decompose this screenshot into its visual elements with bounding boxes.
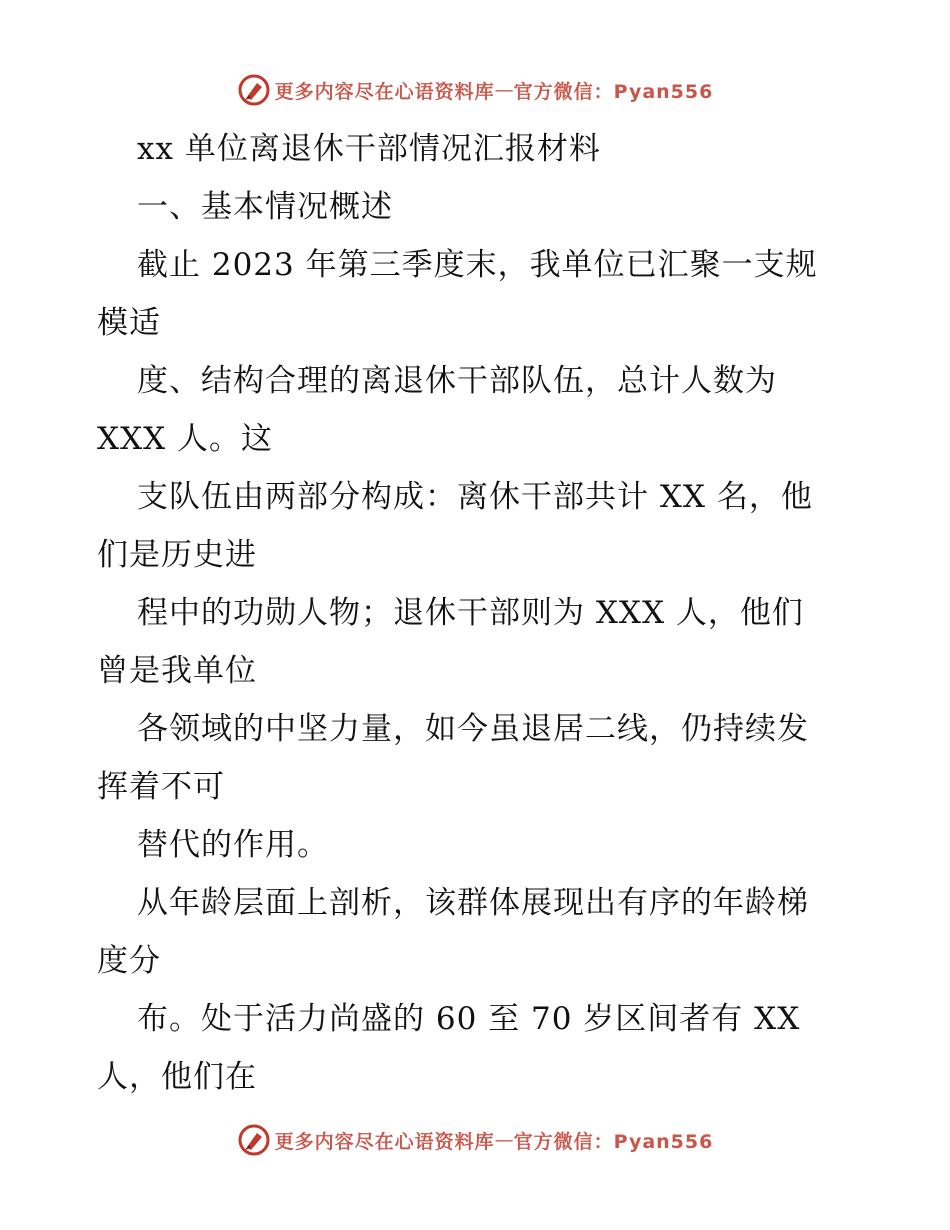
watermark-separator: — — [494, 79, 514, 101]
document-body — [97, 120, 857, 1106]
paragraph-line: 曾是我单位 — [97, 653, 257, 689]
paragraph-line: 人，他们在 — [97, 1059, 257, 1095]
paragraph-line: 度分 — [97, 943, 161, 979]
watermark-text: 更多内容尽在心语资料库 — [274, 1130, 495, 1153]
watermark-suffix: 官方微信：Pyan556 — [513, 80, 714, 103]
header-watermark — [0, 70, 950, 110]
paragraph-line: 们是历史进 — [97, 537, 257, 573]
paragraph-line: 各领域的中坚力量，如今虽退居二线，仍持续发 — [137, 711, 809, 747]
pen-nib-circle-icon — [237, 1123, 271, 1157]
pen-nib-circle-icon — [237, 73, 271, 107]
paragraph-line: 度、结构合理的离退休干部队伍，总计人数为 — [137, 363, 777, 399]
paragraph-line: 挥着不可 — [97, 769, 225, 805]
paragraph-line: 模适 — [97, 305, 161, 341]
watermark-text: 更多内容尽在心语资料库 — [274, 80, 495, 103]
watermark-separator: — — [494, 1129, 514, 1151]
paragraph-line: 从年龄层面上剖析，该群体展现出有序的年龄梯 — [137, 885, 809, 921]
watermark-suffix: 官方微信：Pyan556 — [513, 1130, 714, 1153]
footer-watermark — [0, 1120, 950, 1160]
document-title: xx 单位离退休干部情况汇报材料 — [137, 131, 601, 167]
section-heading: 一、基本情况概述 — [137, 189, 393, 225]
paragraph-line: 截止 2023 年第三季度末，我单位已汇聚一支规 — [137, 247, 818, 283]
paragraph-line: 布。处于活力尚盛的 60 至 70 岁区间者有 XX — [137, 1001, 801, 1037]
paragraph-line: XXX 人。这 — [97, 421, 274, 457]
paragraph-line: 支队伍由两部分构成：离休干部共计 XX 名，他 — [137, 479, 813, 515]
paragraph-line: 程中的功勋人物；退休干部则为 XXX 人，他们 — [137, 595, 804, 631]
paragraph-line: 替代的作用。 — [137, 827, 329, 863]
